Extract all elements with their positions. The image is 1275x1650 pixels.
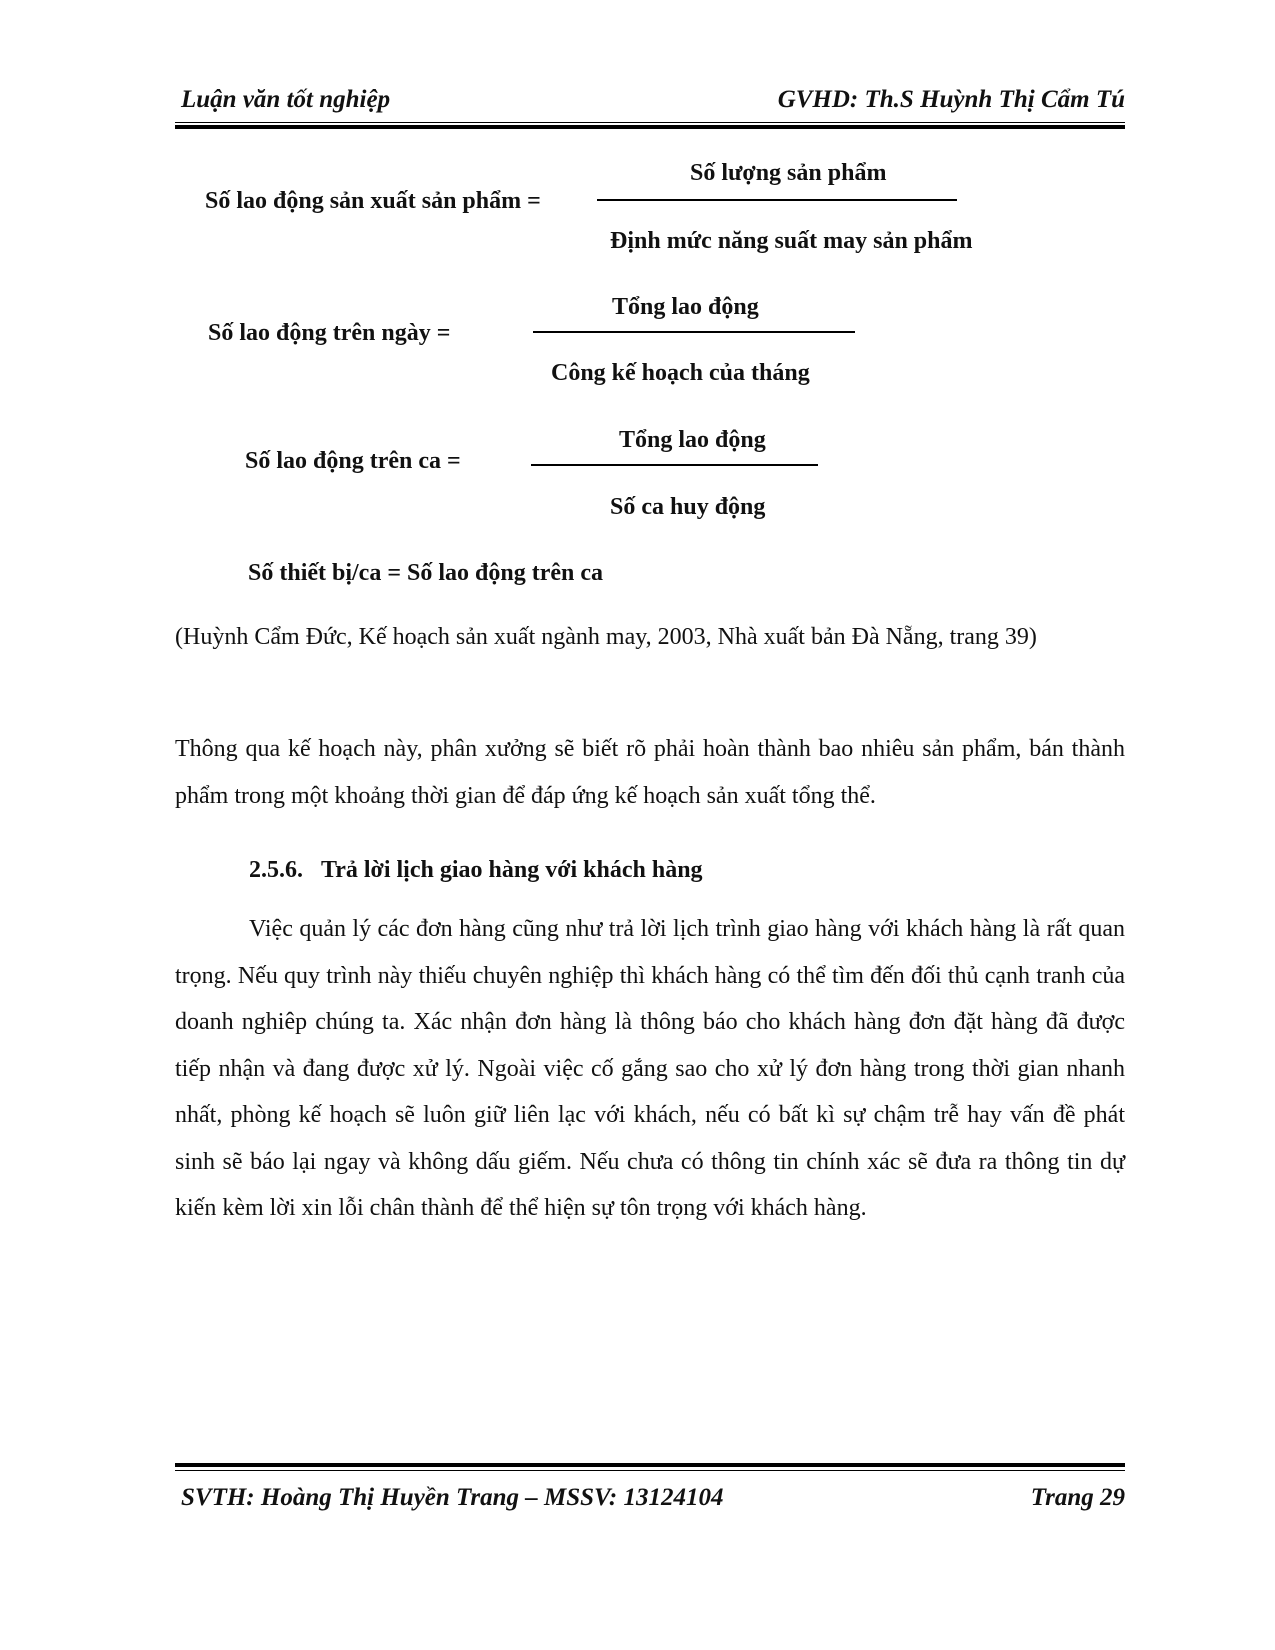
formula-denominator: Số ca huy động xyxy=(610,494,766,520)
paragraph-plan-summary: Thông qua kế hoạch này, phân xưởng sẽ biết rõ phải hoàn thành bao nhiêu sản phẩm, bán thành phẩm trong một khoảng thời gian để đáp ứng kế hoạch sản xuất tổng thể. xyxy=(175,736,1125,809)
header-advisor-label: GVHD: Th.S Huỳnh Thị Cẩm Tú xyxy=(777,86,1125,113)
footer-page-number: Trang 29 xyxy=(1030,1484,1125,1511)
section-number: 2.5.6. xyxy=(249,857,303,883)
formula-numerator: Tổng lao động xyxy=(619,427,766,453)
footer-student-label: SVTH: Hoàng Thị Huyền Trang – MSSV: 13124104 xyxy=(181,1484,724,1511)
formula-denominator: Công kế hoạch của tháng xyxy=(551,360,810,386)
section-title: Trả lời lịch giao hàng với khách hàng xyxy=(321,857,703,883)
formula-equipment-per-shift: Số thiết bị/ca = Số lao động trên ca xyxy=(248,560,604,586)
footer-rule-thick xyxy=(175,1463,1125,1467)
paragraph-delivery-schedule: Việc quản lý các đơn hàng cũng như trả lời lịch trình giao hàng với khách hàng là rất quan trọng. Nếu quy trình này thiếu chuyên nghiệp thì khách hàng có thể tìm đến đối thủ cạnh tranh của doanh nghiêp chúng ta. Xác nhận đơn hàng là thông báo cho khách hàng đơn đặt hàng đã được tiếp nhận và đang được xử lý. Ngoài việc cố gắng sao cho xử lý đơn hàng trong thời gian nhanh nhất, phòng kế hoạch sẽ luôn giữ liên lạc với khách, nếu có bất kì sự chậm trễ hay vấn đề phát sinh sẽ báo lại ngay và không dấu giếm. Nếu chưa có thông tin chính xác sẽ đưa ra thông tin dự kiến kèm lời xin lỗi chân thành để thể hiện sự tôn trọng với khách hàng. xyxy=(175,916,1125,1221)
formula-lhs: Số lao động trên ngày = xyxy=(208,320,451,346)
formula-numerator: Tổng lao động xyxy=(612,294,759,320)
citation: (Huỳnh Cẩm Đức, Kế hoạch sản xuất ngành may, 2003, Nhà xuất bản Đà Nẵng, trang 39) xyxy=(175,624,1037,650)
fraction-bar xyxy=(597,199,957,201)
formula-numerator: Số lượng sản phẩm xyxy=(690,160,887,186)
formula-lhs: Số lao động trên ca = xyxy=(245,448,461,474)
header-thesis-label: Luận văn tốt nghiệp xyxy=(181,86,391,113)
footer-rule-thin xyxy=(175,1470,1125,1471)
formula-lhs: Số lao động sản xuất sản phẩm = xyxy=(205,188,541,214)
fraction-bar xyxy=(531,464,818,466)
formula-denominator: Định mức năng suất may sản phẩm xyxy=(610,228,973,254)
header-rule-thick xyxy=(175,125,1125,129)
header-rule-thin xyxy=(175,122,1125,123)
fraction-bar xyxy=(533,331,855,333)
section-heading xyxy=(249,857,703,884)
